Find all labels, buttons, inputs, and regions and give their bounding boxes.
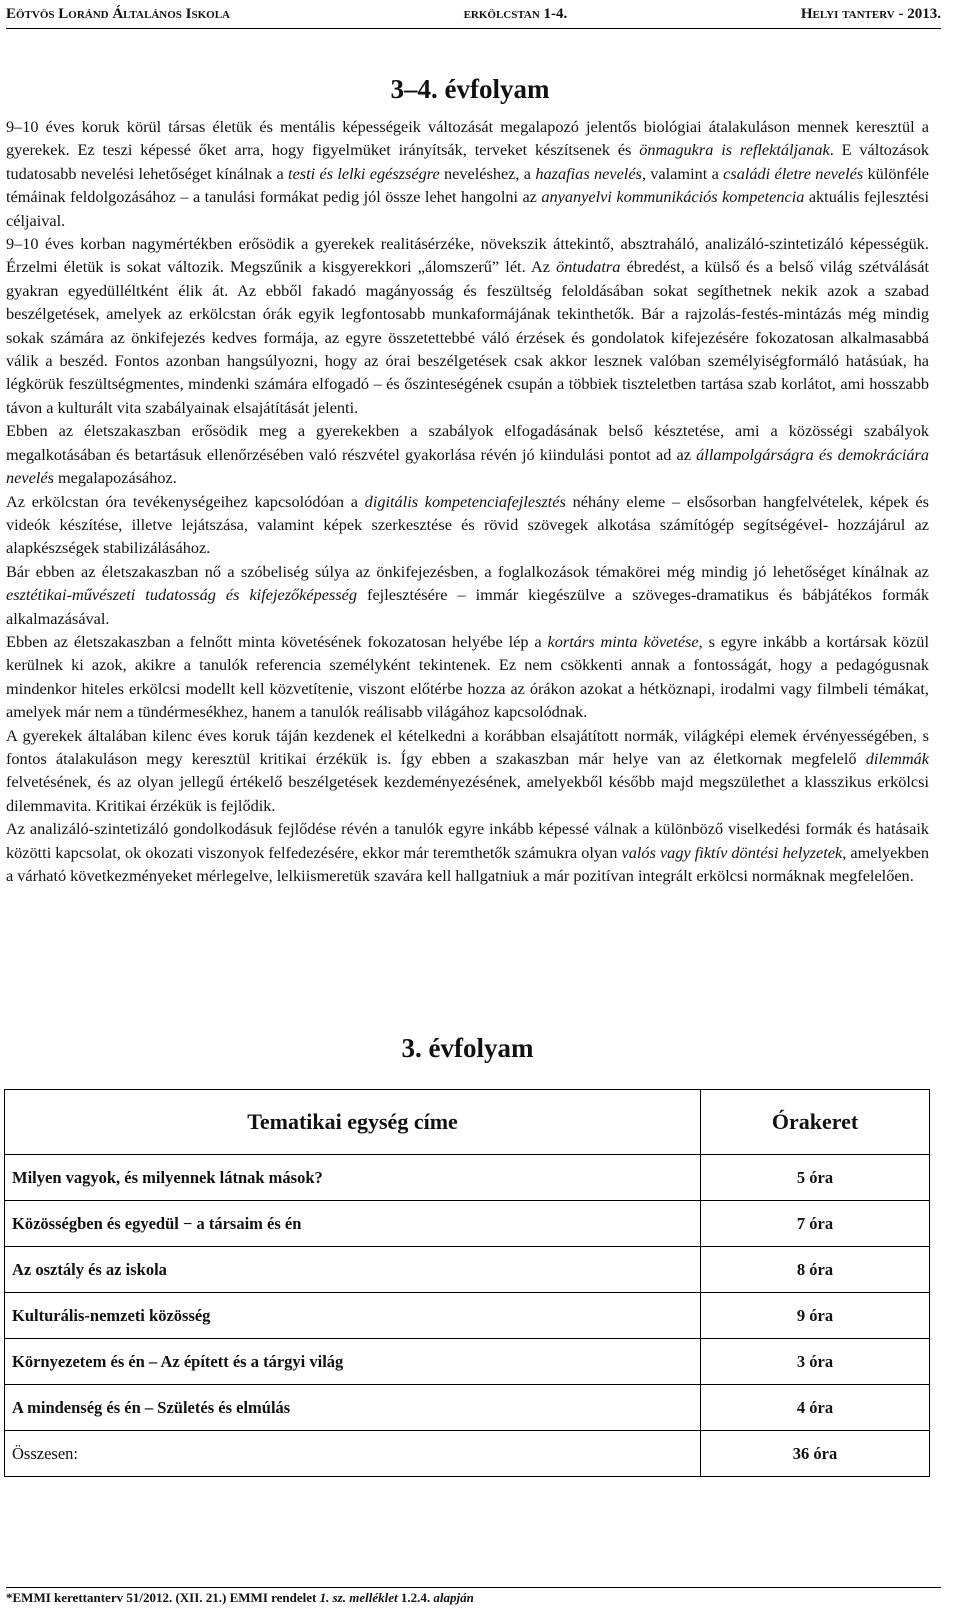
table-row xyxy=(5,1385,930,1431)
unit-title: Az osztály és az iskola xyxy=(5,1247,701,1293)
unit-title: Kulturális-nemzeti közösség xyxy=(5,1293,701,1339)
header-subject: erkölcstan 1-4. xyxy=(463,6,568,22)
table-row xyxy=(5,1293,930,1339)
body-text xyxy=(6,115,929,887)
unit-hours: 5 óra xyxy=(701,1155,930,1201)
paragraph: Ebben az életszakaszban a felnőtt minta követésének fokozatosan helyébe lép a kortárs minta követése, s egyre inkább a kortársak közül kerülnek ki azok, akikre a tanulók referencia személyként tekintenek. Ez nem csökkenti annak a fontosságát, hogy a pedagógusnak mindenkor hiteles erkölcsi modellt kell közvetítenie, viszont előtérbe hozza az órákon azokat a hétköznapi, irodalmi vagy filmbeli témákat, amelyek már nem a tündérmesékhez, hanem a tanulók reálisabb világához kapcsolódnak. xyxy=(6,631,929,722)
section-title: 3–4. évfolyam xyxy=(390,74,550,104)
total-label: Összesen: xyxy=(5,1431,701,1477)
unit-hours: 3 óra xyxy=(701,1339,930,1385)
unit-title: Közösségben és egyedül − a társaim és én xyxy=(5,1201,701,1247)
units-table xyxy=(4,1089,930,1477)
table-row xyxy=(5,1247,930,1293)
unit-hours: 9 óra xyxy=(701,1293,930,1339)
unit-title: Környezetem és én – Az épített és a tárgyi világ xyxy=(5,1339,701,1385)
col-header-title: Tematikai egység címe xyxy=(5,1090,701,1155)
page-footer: *EMMI kerettanterv 51/2012. (XII. 21.) EMMI rendelet 1. sz. melléklet 1.2.4. alapján xyxy=(6,1587,941,1606)
unit-title: Milyen vagyok, és milyennek látnak mások? xyxy=(5,1155,701,1201)
paragraph: Az analizáló-szintetizáló gondolkodásuk fejlődése révén a tanulók egyre inkább képessé válnak a különböző viselkedési formák és hatásaik közötti kapcsolat, ok okozati viszonyok felfedezésére, ekkor már teremthetők számukra olyan valós vagy fiktív döntési helyzetek, amelyekben a várható következményeket mérlegelve, lelkiismeretük szavára kell hallgatniuk a már pozitívan integrált erkölcsi normáknak megfelelően. xyxy=(6,819,930,885)
col-header-hours: Órakeret xyxy=(701,1090,930,1155)
table-header-row xyxy=(5,1090,930,1155)
table-total-row xyxy=(5,1431,930,1477)
table-row xyxy=(5,1155,930,1201)
paragraph: Ebben az életszakaszban erősödik meg a gyerekekben a szabályok elfogadásának belső késztetése, ami a közösségi szabályok megalkotásában és betartásuk ellenőrzésében való részvétel gyakorlása révén jó kiindulási pontot ad az állampolgárságra és demokráciára nevelés megalapozásához. xyxy=(6,421,929,488)
unit-title: A mindenség és én – Születés és elmúlás xyxy=(5,1385,701,1431)
paragraph: Az erkölcstan óra tevékenységeihez kapcsolódóan a digitális kompetenciafejlesztés néhány eleme – elsősorban hangfelvételek, képek és videók készítése, illetve lejátszása, valamint képek szerkesztése és rövid szövegek alkotása számítógép segítségével- hozzájárul az alapkészségek stabilizálásához. xyxy=(6,491,929,558)
header-curriculum: Helyi tanterv - 2013. xyxy=(800,6,941,22)
unit-hours: 8 óra xyxy=(701,1247,930,1293)
grade-title: 3. évfolyam xyxy=(401,1033,534,1063)
unit-hours: 7 óra xyxy=(701,1201,930,1247)
header-school: Eötvös Loránd Általános Iskola xyxy=(6,6,230,22)
page-header xyxy=(6,6,941,29)
paragraph: A gyerekek általában kilenc éves koruk táján kezdenek el kételkedni a korábban elsajátított normák, világképi elemek érvényességében, s fontos átalakuláson megy keresztül kritikai érzékük is. Így ebben a szakaszban már helye van az életkornak megfelelő dilemmák felvetésének, és az olyan jellegű értékelő beszélgetések kezdeményezésének, amelyekből később majd megszülethet a klasszikus erkölcsi dilemmavita. Kritikai érzékük is fejlődik. xyxy=(6,725,929,815)
paragraph: 9–10 éves koruk körül társas életük és mentális képességeik változását megalapozó jelentős biológiai átalakuláson mennek keresztül a gyerekek. Ez teszi képessé őket arra, hogy figyelmüket irányítsák, terveket készítsenek és önmagukra is reflektáljanak. E változások tudatosabb nevelési lehetőséget kínálnak a testi és lelki egészségre neveléshez, a hazafias nevelés, valamint a családi életre nevelés különféle témáinak feldolgozásához – a tanulási formákat pedig jól össze lehet hangolni az anyanyelvi kommunikációs kompetencia aktuális fejlesztési céljaival. xyxy=(6,117,930,230)
table-row xyxy=(5,1339,930,1385)
paragraph: 9–10 éves korban nagymértékben erősödik a gyerekek realitásérzéke, növekszik áttekintő, absztraháló, analizáló-szintetizáló képességük. Érzelmi életük is sokat változik. Megszűnik a kisgyerekkori „álomszerű” lét. Az öntudatra ébredést, a külső és a belső világ szétválását gyakran egyedülléltként élik át. Az ebből fakadó magányosság és feszültség feloldásában sokat segíthetnek nekik azok a szabad beszélgetések, amelyek az erkölcstan órák egyik legfontosabb munkaformájának tekinthetők. Bár a rajzolás-festés-mintázás még mindig sokak számára az önkifejezés kedves formája, az egyre összetettebbé váló érzések és gondolatok kifejezésére fokozatosan alkalmasabbá válik a beszéd. Fontos azonban hangsúlyozni, hogy az órai beszélgetések csak akkor lesznek valóban személyiségformáló hatásúak, ha légkörük feszültségmentes, mindenki számára elfogadó – és őszinteségének csupán a többiek tiszteletben tartása szab korlátot, ami hosszabb távon a kulturált vita szabályainak elsajátítását jelenti. xyxy=(6,234,930,417)
table-row xyxy=(5,1201,930,1247)
total-hours: 36 óra xyxy=(701,1431,930,1477)
paragraph: Bár ebben az életszakaszban nő a szóbeliség súlya az önkifejezésben, a foglalkozások témakörei még mindig jó lehetőséget kínálnak az esztétikai-művészeti tudatosság és kifejezőképesség fejlesztésére – immár kiegészülve a szöveges-dramatikus és bábjátékos formák alkalmazásával. xyxy=(6,561,929,628)
unit-hours: 4 óra xyxy=(701,1385,930,1431)
